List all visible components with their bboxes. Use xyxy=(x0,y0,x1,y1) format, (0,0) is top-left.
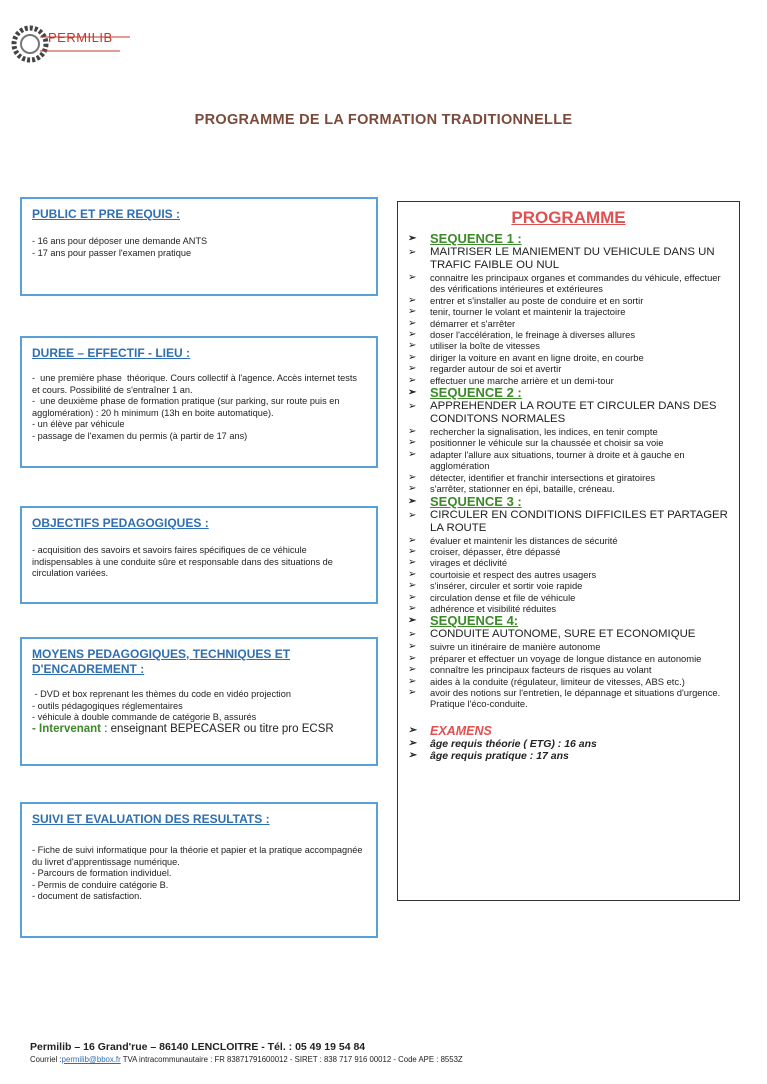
programme-title: PROGRAMME xyxy=(511,208,626,227)
arrow-bullet-icon: ➢ xyxy=(408,483,417,495)
sequence-heading xyxy=(408,495,729,509)
box-heading: PUBLIC ET PRE REQUIS : xyxy=(32,207,181,221)
courriel-label: Courriel : xyxy=(30,1055,62,1064)
arrow-bullet-icon: ➢ xyxy=(408,426,417,438)
arrow-bullet-icon: ➢ xyxy=(408,737,417,749)
programme-item-text: effectuer une marche arrière et un demi-tour xyxy=(430,374,614,386)
programme-item xyxy=(408,318,729,329)
box-moyens-pedagogiques xyxy=(20,637,378,766)
programme-item xyxy=(408,472,729,483)
programme-item-text: démarrer et s'arrêter xyxy=(430,317,516,329)
programme-item xyxy=(408,535,729,546)
programme-item-text: adapter l'allure aux situations, tourner à droite et à gauche en agglomération xyxy=(430,448,685,472)
programme-item xyxy=(408,676,729,687)
sequence-objective-text: MAITRISER LE MANIEMENT DU VEHICULE DANS UN TRAFIC FAIBLE OU NUL xyxy=(430,246,715,271)
text-line: - Fiche de suivi informatique pour la théorie et papier et la pratique accompagnée du livret d'apprentissage numérique. xyxy=(32,845,365,867)
arrow-bullet-icon: ➢ xyxy=(408,233,417,244)
arrow-bullet-icon: ➢ xyxy=(408,294,417,306)
footer xyxy=(30,1041,463,1064)
text-line: - Parcours de formation individuel. xyxy=(32,868,172,879)
programme-item xyxy=(408,449,729,472)
programme-item xyxy=(408,641,729,652)
arrow-bullet-icon: ➢ xyxy=(408,534,417,546)
programme-item xyxy=(408,580,729,591)
box-suivi-evaluation xyxy=(20,802,378,938)
text-line: - Permis de conduire catégorie B. xyxy=(32,879,169,890)
programme-item-text: aides à la conduite (régulateur, limiteur de vitesses, ABS etc.) xyxy=(430,675,685,687)
programme-item xyxy=(408,426,729,437)
logo-text: PERMILIB xyxy=(48,30,113,45)
sequence-heading-text: SEQUENCE 2 : xyxy=(430,385,522,401)
text-line: - une première phase théorique. Cours collectif à l'agence. Accès internet tests et cours. Possibilité de s'entraîner 1 an. xyxy=(32,373,360,395)
programme-item-text: connaître les principaux facteurs de risques au volant xyxy=(430,664,652,676)
programme-item xyxy=(408,352,729,363)
arrow-bullet-icon: ➢ xyxy=(408,652,417,664)
text-line: - véhicule à double commande de catégorie B, assurés xyxy=(32,712,257,723)
arrow-bullet-icon: ➢ xyxy=(408,591,417,603)
programme-item-text: entrer et s'installer au poste de conduire et en sortir xyxy=(430,294,644,306)
programme-item xyxy=(408,557,729,568)
programme-item-text: adhérence et visibilité réduites xyxy=(430,602,557,614)
programme-item xyxy=(408,306,729,317)
text-line: - passage de l'examen du permis (à partir de 17 ans) xyxy=(32,430,248,441)
programme-item xyxy=(408,329,729,340)
sequence-objective xyxy=(408,246,729,272)
arrow-bullet-icon: ➢ xyxy=(408,374,417,386)
arrow-bullet-icon: ➢ xyxy=(408,437,417,449)
programme-item-text: positionner le véhicule sur la chaussée et choisir sa voie xyxy=(430,437,664,449)
arrow-bullet-icon: ➢ xyxy=(408,557,417,569)
text-line: - un élève par véhicule xyxy=(32,419,125,430)
programme-item xyxy=(408,437,729,448)
programme-item-text: connaitre les principaux organes et commandes du véhicule, effectuer des vérifications intérieures et extérieures xyxy=(430,272,721,295)
email-link[interactable]: permilib@bbox.fr xyxy=(61,1055,121,1064)
arrow-bullet-icon: ➢ xyxy=(408,317,417,329)
programme-item-text: suivre un itinéraire de manière autonome xyxy=(430,641,601,653)
sequence-objective-text: APPREHENDER LA ROUTE ET CIRCULER DANS DES CONDITONS NORMALES xyxy=(430,400,717,426)
programme-item xyxy=(408,340,729,351)
arrow-bullet-icon: ➢ xyxy=(408,615,417,627)
arrow-bullet-icon: ➢ xyxy=(408,509,417,521)
programme-item xyxy=(408,295,729,306)
page-title: PROGRAMME DE LA FORMATION TRADITIONNELLE xyxy=(194,112,573,128)
sequence-heading-text: SEQUENCE 3 : xyxy=(430,493,522,509)
arrow-bullet-icon: ➢ xyxy=(408,641,417,653)
arrow-bullet-icon: ➢ xyxy=(408,448,417,460)
sequence-objective xyxy=(408,628,729,641)
programme-item-text: courtoisie et respect des autres usagers xyxy=(430,568,597,580)
programme-item xyxy=(408,592,729,603)
programme-item-text: évaluer et maintenir les distances de sécurité xyxy=(430,534,618,546)
arrow-bullet-icon: ➢ xyxy=(408,675,417,687)
intervenant-text: : enseignant BEPECASER ou titre pro ECSR xyxy=(101,722,334,735)
box-heading: SUIVI ET EVALUATION DES RESULTATS : xyxy=(32,812,270,826)
programme-item xyxy=(408,272,729,295)
arrow-bullet-icon: ➢ xyxy=(408,272,417,283)
arrow-bullet-icon: ➢ xyxy=(408,387,417,399)
programme-item xyxy=(408,363,729,374)
programme-box xyxy=(397,201,740,901)
arrow-bullet-icon: ➢ xyxy=(408,664,417,676)
arrow-bullet-icon: ➢ xyxy=(408,495,417,507)
exam-item-text: âge requis pratique : 17 ans xyxy=(430,750,569,763)
programme-item xyxy=(408,687,729,710)
programme-item xyxy=(408,664,729,675)
sequence-heading xyxy=(408,614,729,628)
programme-item-text: utiliser la boîte de vitesses xyxy=(430,340,540,352)
arrow-bullet-icon: ➢ xyxy=(408,306,417,318)
sequence-objective xyxy=(408,509,729,535)
arrow-bullet-icon: ➢ xyxy=(408,580,417,592)
arrow-bullet-icon: ➢ xyxy=(408,602,417,614)
programme-item-text: avoir des notions sur l'entretien, le dépannage et situations d'urgence. Pratique l'éco-conduite. xyxy=(430,686,721,710)
text-line: - 16 ans pour déposer une demande ANTS xyxy=(32,236,208,246)
programme-item xyxy=(408,653,729,664)
box-heading: MOYENS PEDAGOGIQUES, TECHNIQUES ET D'ENCADREMENT : xyxy=(32,647,291,676)
permilib-logo xyxy=(10,22,135,66)
arrow-bullet-icon: ➢ xyxy=(408,629,417,641)
exams-heading-text: EXAMENS xyxy=(430,723,492,738)
arrow-bullet-icon: ➢ xyxy=(408,363,417,375)
sequence-objective xyxy=(408,400,729,426)
arrow-bullet-icon: ➢ xyxy=(408,471,417,483)
programme-item-text: tenir, tourner le volant et maintenir la trajectoire xyxy=(430,306,626,318)
arrow-bullet-icon: ➢ xyxy=(408,568,417,580)
programme-item-text: virages et déclivité xyxy=(430,557,508,569)
arrow-bullet-icon: ➢ xyxy=(408,247,417,258)
box-objectifs-pedagogiques xyxy=(20,506,378,604)
programme-item xyxy=(408,546,729,557)
exam-item xyxy=(408,738,729,751)
arrow-bullet-icon: ➢ xyxy=(408,750,417,762)
programme-item-text: doser l'accélération, le freinage à diverses allures xyxy=(430,329,636,341)
exam-item-text: âge requis théorie ( ETG) : 16 ans xyxy=(430,737,597,750)
programme-item-text: circulation dense et file de véhicule xyxy=(430,591,576,603)
sequence-objective-text: CONDUITE AUTONOME, SURE ET ECONOMIQUE xyxy=(430,628,696,641)
arrow-bullet-icon: ➢ xyxy=(408,724,417,736)
sequence-heading-text: SEQUENCE 1 : xyxy=(430,231,522,246)
arrow-bullet-icon: ➢ xyxy=(408,401,417,413)
box-heading: DUREE – EFFECTIF - LIEU : xyxy=(32,346,191,360)
arrow-bullet-icon: ➢ xyxy=(408,329,417,341)
sequence-heading xyxy=(408,232,729,246)
programme-item-text: s'insérer, circuler et sortir voie rapide xyxy=(430,580,583,592)
legal-info: TVA intracommunautaire : FR 83871791600012 - SIRET : 838 717 916 00012 - Code APE : 8553Z xyxy=(120,1055,463,1064)
arrow-bullet-icon: ➢ xyxy=(408,545,417,557)
programme-item-text: croiser, dépasser, être dépassé xyxy=(430,545,561,557)
sequence-heading xyxy=(408,386,729,400)
exams-heading xyxy=(408,724,729,738)
intervenant-label: - Intervenant xyxy=(32,722,102,735)
box-public-prerequis xyxy=(20,197,378,296)
programme-item-text: s'arrêter, stationner en épi, bataille, créneau. xyxy=(430,483,615,495)
sequence-objective-text: CIRCULER EN CONDITIONS DIFFICILES ET PARTAGER LA ROUTE xyxy=(430,508,728,534)
programme-item xyxy=(408,569,729,580)
text-line: - document de satisfaction. xyxy=(32,891,142,902)
box-heading: OBJECTIFS PEDAGOGIQUES : xyxy=(32,516,209,530)
text-line: - DVD et box reprenant les thèmes du code en vidéo projection xyxy=(32,689,291,699)
arrow-bullet-icon: ➢ xyxy=(408,686,417,698)
exam-item xyxy=(408,750,729,763)
programme-item-text: détecter, identifier et franchir intersections et giratoires xyxy=(430,471,656,483)
footer-address: Permilib – 16 Grand'rue – 86140 LENCLOITRE - Tél. : 05 49 19 54 84 xyxy=(30,1041,366,1053)
box-duree-effectif-lieu xyxy=(20,336,378,468)
programme-item-text: préparer et effectuer un voyage de longue distance en autonomie xyxy=(430,652,702,664)
sequence-heading-text: SEQUENCE 4: xyxy=(430,613,519,629)
arrow-bullet-icon: ➢ xyxy=(408,340,417,352)
text-line: - une deuxième phase de formation pratique (sur parking, sur route puis en agglomération) : 20 h minimum (13h en boite automatique). xyxy=(32,396,343,418)
footer-legal xyxy=(30,1055,463,1064)
programme-list xyxy=(408,232,729,763)
programme-item-text: rechercher la signalisation, les indices, en tenir compte xyxy=(430,426,658,438)
programme-item-text: diriger la voiture en avant en ligne droite, en courbe xyxy=(430,351,644,363)
arrow-bullet-icon: ➢ xyxy=(408,351,417,363)
text-line: - outils pédagogiques réglementaires xyxy=(32,700,183,711)
programme-item-text: regarder autour de soi et avertir xyxy=(430,363,562,375)
text-line: - 17 ans pour passer l'examen pratique xyxy=(32,247,192,258)
text-line: - acquisition des savoirs et savoirs faires spécifiques de ce véhicule indispensables à une conduite sûre et responsable dans des situations de circulation variées. xyxy=(32,545,336,579)
